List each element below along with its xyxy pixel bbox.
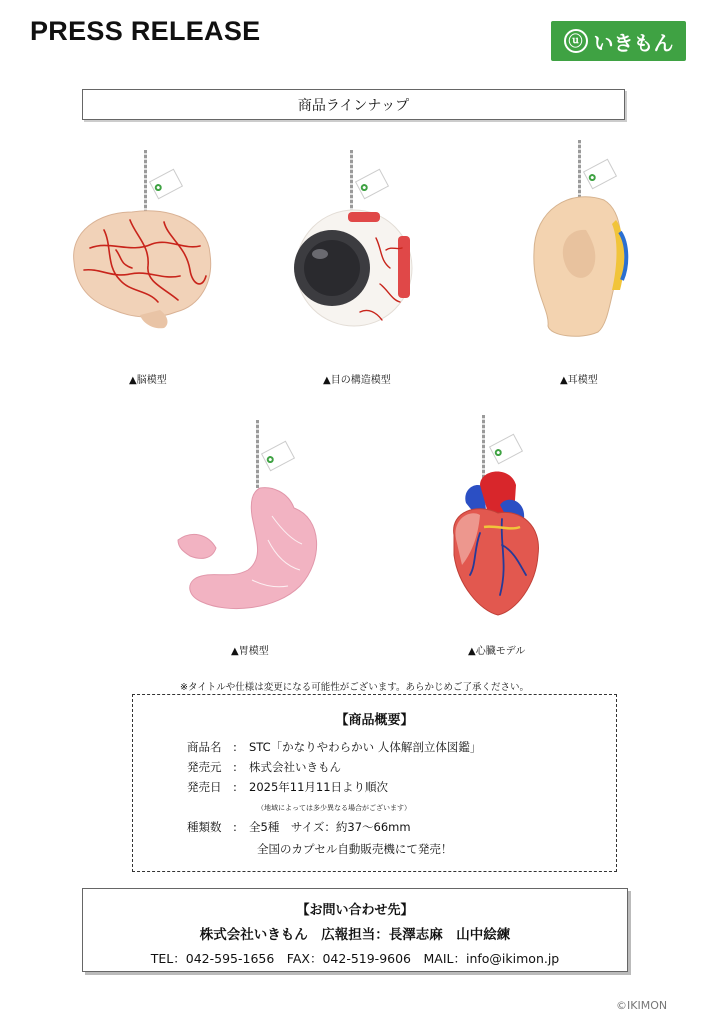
row-value: 株式会社いきもん	[249, 760, 341, 774]
caption-heart: ▲心臓モデル	[468, 646, 526, 657]
contact-details: TEL：042-595-1656 FAX：042-519-9606 MAIL：info@ikimon.jp	[150, 951, 560, 966]
heart-model-image	[440, 415, 550, 625]
summary-title: 【商品概要】	[335, 713, 414, 728]
regional-fine-print: （地域によっては多少異なる場合がございます）	[257, 804, 411, 812]
lineup-heading-box	[82, 89, 625, 120]
heart-model-figure	[440, 415, 550, 625]
row-label: 発売日	[187, 780, 222, 794]
caption-ear: ▲耳模型	[560, 375, 598, 386]
lineup-heading: 商品ラインナップ	[297, 97, 410, 114]
caption-brain: ▲脳模型	[129, 375, 167, 386]
row-value: 全5種 サイズ：約37〜66mm	[249, 820, 411, 834]
summary-row-variants	[187, 819, 411, 835]
row-value: 2025年11月11日より順次	[249, 780, 389, 794]
stomach-model-image	[172, 420, 332, 620]
product-summary-box	[132, 694, 617, 872]
row-sep: :	[233, 740, 237, 754]
contact-name: 株式会社いきもん 広報担当：長澤志麻 山中絵練	[199, 927, 511, 943]
brain-model-image	[60, 150, 220, 340]
page-title: PRESS RELEASE	[30, 16, 261, 46]
brand-logo	[551, 21, 686, 61]
summary-row-release-date	[187, 779, 388, 795]
notice-text: ※タイトルや仕様は変更になる可能性がございます。あらかじめご了承ください。	[179, 682, 529, 693]
summary-closing: 全国のカプセル自動販売機にて発売！	[257, 842, 453, 856]
caption-stomach: ▲胃模型	[231, 646, 269, 657]
row-sep: :	[233, 760, 237, 774]
contact-title: 【お問い合わせ先】	[296, 903, 414, 918]
ear-model-figure	[520, 140, 640, 340]
copyright: ©IKIMON	[616, 999, 668, 1012]
summary-row-product-name	[187, 739, 481, 755]
row-label: 発売元	[187, 760, 222, 774]
eye-model-image	[290, 150, 430, 340]
row-sep: :	[233, 780, 237, 794]
stomach-model-figure	[172, 420, 332, 620]
logo-text: いきもん	[593, 30, 674, 55]
ear-model-image	[520, 140, 640, 340]
brain-model-figure	[60, 150, 220, 340]
row-label: 種類数	[187, 820, 222, 834]
row-value: STC「かなりやわらかい 人体解剖立体図鑑」	[249, 740, 482, 754]
caption-eye: ▲目の構造模型	[323, 375, 391, 386]
row-sep: :	[233, 820, 237, 834]
eye-model-figure	[290, 150, 430, 340]
logo-mark-icon: ⓤ	[564, 29, 588, 53]
row-label: 商品名	[187, 740, 222, 754]
summary-row-publisher	[187, 759, 341, 775]
contact-box	[82, 888, 628, 972]
